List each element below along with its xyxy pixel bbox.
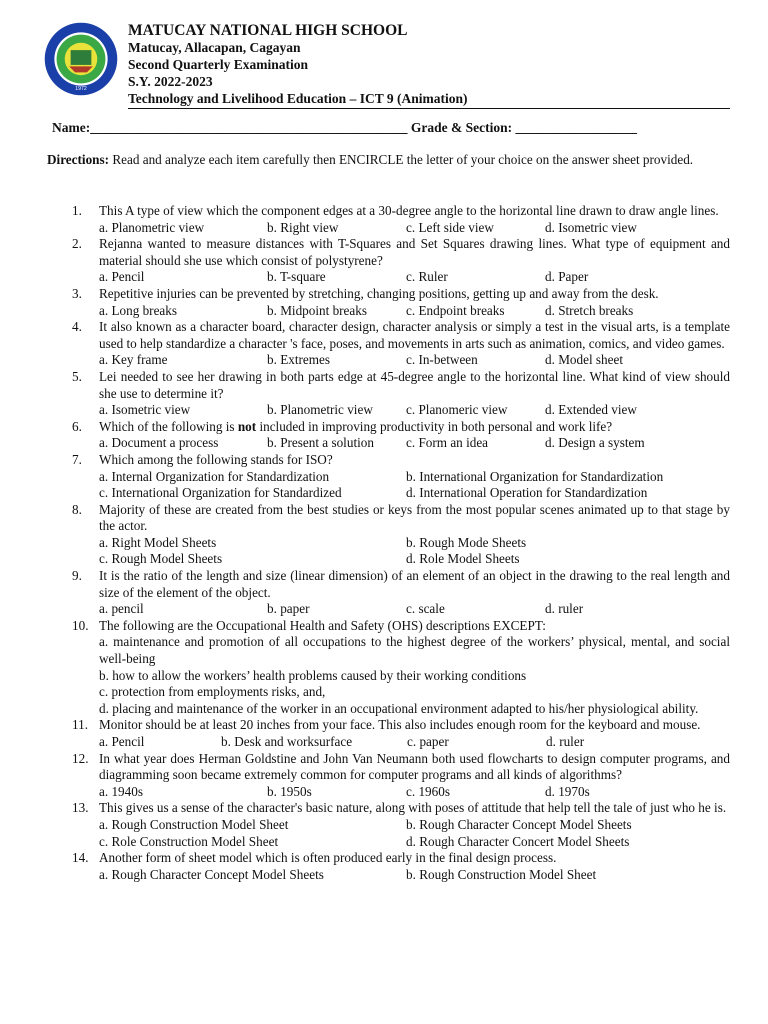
- question-stem: It also known as a character board, character design, character analysis or simply a test in the visual arts, is a template used to help standardize a character 's face, poses, and movements in arts such as animation, comics, and video games.: [99, 319, 730, 351]
- answer-option: b. International Organization for Standardization: [406, 468, 664, 484]
- question-number: 7.: [72, 451, 82, 467]
- question-item: [72, 286, 730, 319]
- answer-options: [99, 435, 730, 452]
- subject-title: Technology and Livelihood Education – ICT 9 (Animation): [128, 91, 468, 106]
- answer-option: a. Planometric view: [99, 219, 205, 235]
- answer-option: b. Planometric view: [267, 402, 373, 418]
- question-item: [72, 452, 730, 502]
- answer-option: a. pencil: [99, 601, 144, 617]
- answer-option: a. maintenance and promotion of all occupations to the highest degree of the workers’ physical, mental, and social well-being: [99, 634, 730, 667]
- answer-option: a. Right Model Sheets: [99, 534, 217, 550]
- answer-option: c. Ruler: [406, 269, 448, 285]
- question-number: 13.: [72, 800, 89, 816]
- answer-option: b. how to allow the workers’ health problems caused by their working conditions: [99, 667, 527, 683]
- answer-options: [99, 269, 730, 286]
- answer-option: a. Pencil: [99, 269, 145, 285]
- answer-options: [99, 352, 730, 369]
- answer-options: [99, 535, 730, 552]
- answer-option: c. International Organization for Standardized: [99, 485, 342, 501]
- question-body: [99, 618, 730, 718]
- school-name: MATUCAY NATIONAL HIGH SCHOOL: [128, 22, 408, 39]
- question-stem: Lei needed to see her drawing in both parts edge at 45-degree angle to the horizontal line. What kind of view should she use to determine it?: [99, 368, 730, 401]
- answer-option: b. Present a solution: [267, 435, 374, 451]
- answer-option: b. Extremes: [267, 352, 330, 368]
- answer-option: b. paper: [267, 601, 310, 617]
- question-stem: Which among the following stands for ISO?: [99, 451, 333, 467]
- school-address: Matucay, Allacapan, Cagayan: [128, 40, 301, 55]
- answer-option: d. ruler: [545, 601, 584, 617]
- question-stem: This A type of view which the component edges at a 30-degree angle to the horizontal line drawn to draw angle lines.: [99, 203, 719, 218]
- answer-options: [99, 485, 730, 502]
- answer-options: [99, 402, 730, 419]
- question-stem: Monitor should be at least 20 inches from your face. This also includes enough room for the keyboard and mouse.: [99, 717, 701, 733]
- answer-option: a. Internal Organization for Standardization: [99, 468, 330, 484]
- question-stem: Rejanna wanted to measure distances with T-Squares and Set Squares drawing lines. What type of equipment and material should she use which consist of polystyrene?: [99, 236, 730, 268]
- question-number: 10.: [72, 617, 89, 633]
- question-item: [72, 568, 730, 618]
- answer-option: d. Rough Character Concert Model Sheets: [406, 833, 630, 849]
- question-number: 2.: [72, 236, 82, 252]
- answer-option: c. Planomeric view: [406, 402, 508, 418]
- directions-text: Read and analyze each item carefully then ENCIRCLE the letter of your choice on the answer sheet provided.: [109, 152, 694, 167]
- question-body: [99, 717, 730, 750]
- question-body: [99, 568, 730, 618]
- answer-option: d. Paper: [545, 269, 589, 285]
- question-number: 3.: [72, 285, 82, 301]
- question-stem: It is the ratio of the length and size (linear dimension) of an element of an object in the drawing to the real length and size of the element of the object.: [99, 568, 730, 600]
- answer-options: [99, 734, 730, 751]
- answer-option: c. paper: [407, 734, 449, 749]
- answer-option: d. International Operation for Standardization: [406, 485, 648, 501]
- answer-option: d. 1970s: [545, 783, 590, 799]
- answer-option: c. scale: [406, 601, 445, 617]
- question-number: 8.: [72, 501, 82, 517]
- answer-option: b. Rough Character Concept Model Sheets: [406, 816, 632, 832]
- question-number: 1.: [72, 203, 82, 218]
- answer-option: c. protection from employments risks, and,: [99, 684, 326, 700]
- school-seal-logo: [44, 22, 118, 96]
- answer-option: d. Extended view: [545, 402, 637, 418]
- question-stem: This gives us a sense of the character's basic nature, along with poses of attitude that help tell the tale of just who he is.: [99, 800, 727, 816]
- answer-option: a. 1940s: [99, 783, 143, 799]
- question-body: [99, 850, 730, 883]
- answer-option: d. Isometric view: [545, 219, 637, 235]
- question-item: [72, 236, 730, 286]
- answer-options: [99, 834, 730, 851]
- answer-options: [99, 784, 730, 801]
- emphasis-text: not: [237, 418, 257, 434]
- question-item: [72, 203, 730, 236]
- answer-option: a. Isometric view: [99, 402, 191, 418]
- answer-option: d. Design a system: [545, 435, 645, 451]
- answer-option: c. Rough Model Sheets: [99, 551, 223, 567]
- question-stem: Which of the following is not included in improving productivity in both personal and work life?: [99, 418, 613, 434]
- answer-option: a. Key frame: [99, 352, 168, 368]
- directions: [47, 151, 730, 168]
- question-body: [99, 502, 730, 568]
- answer-options: [99, 303, 730, 320]
- question-body: [99, 369, 730, 419]
- question-body: [99, 286, 730, 319]
- question-item: [72, 369, 730, 419]
- question-body: [99, 236, 730, 286]
- question-number: 9.: [72, 568, 82, 584]
- answer-option: a. Pencil: [99, 734, 145, 749]
- answer-option: c. In-between: [406, 352, 478, 368]
- question-item: [72, 319, 730, 369]
- question-stem: Repetitive injuries can be prevented by stretching, changing positions, getting up and away from the desk.: [99, 285, 659, 301]
- question-item: [72, 751, 730, 801]
- question-item: [72, 419, 730, 452]
- answer-options: [99, 551, 730, 568]
- answer-option: b. Right view: [267, 219, 339, 235]
- answer-options: [99, 867, 730, 884]
- question-item: [72, 502, 730, 568]
- answer-options: [99, 817, 730, 834]
- question-body: [99, 751, 730, 801]
- question-stem: Majority of these are created from the best studies or keys from the most popular scenes animated up to that stage by the actor.: [99, 501, 730, 534]
- question-body: [99, 452, 730, 502]
- question-number: 5.: [72, 368, 82, 384]
- name-grade-section-line: Name:_______________________________________________ Grade & Section: __________________: [52, 120, 637, 135]
- question-stem: The following are the Occupational Health and Safety (OHS) descriptions EXCEPT:: [99, 617, 546, 633]
- answer-options: [99, 601, 730, 618]
- header-divider: [128, 108, 730, 109]
- question-number: 4.: [72, 319, 82, 335]
- question-item: [72, 618, 730, 718]
- answer-option: a. Rough Character Concept Model Sheets: [99, 866, 324, 882]
- answer-option: c. Left side view: [406, 219, 494, 235]
- answer-option: b. T-square: [267, 269, 326, 285]
- answer-option: c. Form an idea: [406, 435, 489, 451]
- document-header: [0, 0, 768, 112]
- question-body: [99, 800, 730, 850]
- exam-title: Second Quarterly Examination: [128, 57, 309, 72]
- question-stem: Another form of sheet model which is often produced early in the final design process.: [99, 850, 557, 866]
- question-number: 14.: [72, 850, 89, 866]
- question-list: [72, 203, 730, 883]
- question-number: 11.: [72, 717, 88, 733]
- answer-option: b. Rough Mode Sheets: [406, 534, 527, 550]
- question-stem: In what year does Herman Goldstine and John Van Neumann both used flowcharts to design computer programs, and diagramming soon became extremely common for computer programs and all kinds of algorithms?: [99, 750, 730, 783]
- answer-option: b. 1950s: [267, 783, 312, 799]
- answer-option: d. ruler: [546, 734, 585, 749]
- answer-option: b. Desk and worksurface: [221, 734, 353, 749]
- question-body: [99, 203, 730, 236]
- question-body: [99, 319, 730, 369]
- answer-option: a. Document a process: [99, 435, 219, 451]
- question-body: [99, 419, 730, 452]
- answer-option: b. Midpoint breaks: [267, 302, 367, 318]
- answer-options: [99, 469, 730, 486]
- answer-option: c. 1960s: [406, 783, 450, 799]
- answer-option: d. Role Model Sheets: [406, 551, 520, 567]
- answer-options: [99, 220, 730, 237]
- question-item: [72, 800, 730, 850]
- answer-option: c. Role Construction Model Sheet: [99, 833, 279, 849]
- answer-option: b. Rough Construction Model Sheet: [406, 866, 597, 882]
- question-number: 6.: [72, 418, 82, 434]
- answer-option: a. Rough Construction Model Sheet: [99, 816, 289, 832]
- directions-label: Directions:: [47, 152, 110, 167]
- school-year: S.Y. 2022-2023: [128, 74, 213, 89]
- seal-year: 1972: [75, 86, 87, 93]
- question-number: 12.: [72, 750, 89, 766]
- answer-option: d. Stretch breaks: [545, 302, 634, 318]
- question-item: [72, 717, 730, 750]
- question-item: [72, 850, 730, 883]
- answer-option: d. Model sheet: [545, 352, 624, 368]
- answer-option: a. Long breaks: [99, 302, 177, 318]
- answer-option: c. Endpoint breaks: [406, 302, 505, 318]
- answer-option: d. placing and maintenance of the worker in an occupational environment adapted to his/her physiological ability.: [99, 700, 699, 716]
